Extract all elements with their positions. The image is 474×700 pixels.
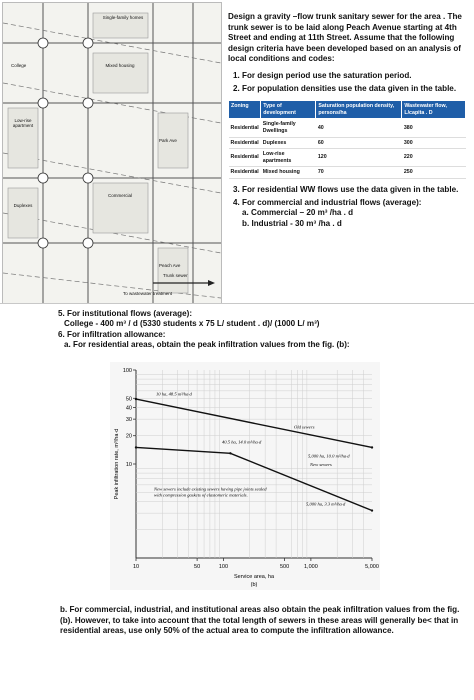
infiltration-a: a. For residential areas, obtain the peak infiltration values from the fig. (b):: [64, 340, 350, 350]
density-table: [228, 100, 466, 179]
y-tick-label: 40: [125, 405, 132, 412]
chart-annotation: New sewers: [310, 462, 332, 468]
x-axis-label: Service area, ha: [233, 574, 275, 580]
table-cell: Residential: [229, 149, 261, 167]
infiltration-heading: 6. For infiltration allowance:: [58, 329, 166, 339]
x-tick-label: 500: [279, 564, 290, 570]
table-cell: 40: [316, 119, 402, 137]
lower-criteria: [58, 309, 468, 351]
chart-sublabel: (b): [250, 582, 258, 588]
bottom-note: [60, 605, 465, 637]
table-cell: 120: [316, 149, 402, 167]
table-cell: 220: [402, 149, 466, 167]
table-cell: 250: [402, 167, 466, 179]
institutional-line: College - 400 m³ / d (5330 students x 75 L/ student . d)/ (1000 L/ m³): [64, 319, 320, 329]
section-divider: [0, 303, 474, 304]
table-row: [229, 137, 466, 149]
infiltration-b: b. For commercial, industrial, and institutional areas also obtain the peak infiltration values from the fig. (b). However, to take into account that the total length of sewers in these areas will generally be< that in residential areas, use only 50% of the actual area to compute the infiltration allowance.: [60, 605, 460, 636]
series-point: [135, 398, 137, 400]
map-label-trunk-sewer: Trunk sewer: [163, 273, 188, 278]
criteria-list: [228, 71, 468, 94]
y-axis-label: Peak infiltration rate, m³/ha·d: [114, 428, 120, 500]
table-cell: Residential: [229, 167, 261, 179]
table-header-cell: Wastewater flow, L/capita . D: [402, 101, 466, 119]
x-tick-label: 10: [132, 564, 140, 570]
table-row: [229, 167, 466, 179]
table-cell: Single-family Dwellings: [261, 119, 316, 137]
map-label-park-ave: Park Ave: [159, 138, 177, 143]
series-point: [135, 446, 137, 448]
table-cell: 300: [402, 137, 466, 149]
table-row: [229, 119, 466, 137]
map-label-commercial: Commercial: [107, 193, 132, 198]
area-map-drawing: [3, 3, 221, 303]
criteria-item: 1. For design period use the saturation period.: [242, 71, 468, 82]
y-tick-label: 50: [125, 396, 132, 403]
table-cell: Mixed housing: [261, 167, 316, 179]
series-point: [371, 509, 373, 511]
x-tick-label: 100: [218, 564, 229, 570]
institutional-heading: 5. For institutional flows (average):: [58, 309, 193, 318]
criteria-item: [242, 198, 468, 230]
infiltration-chart: [110, 362, 380, 590]
y-tick-label: 30: [125, 417, 132, 424]
series-point: [229, 452, 231, 454]
table-cell: Duplexes: [261, 137, 316, 149]
chart-annotation: 10 ha, 48.5 m³/ha·d: [156, 391, 192, 397]
criteria-list-continued: [228, 185, 468, 229]
map-label-college: College: [11, 63, 27, 68]
map-label-single-family: Single-family homes: [102, 15, 144, 20]
table-header-cell: Type of development: [261, 101, 316, 119]
flow-commercial: a. Commercial – 20 m³ /ha . d: [242, 208, 354, 218]
map-label-low-rise: Low-rise apartment: [12, 118, 34, 128]
problem-statement: [228, 12, 468, 231]
intro-paragraph: Design a gravity –flow trunk sanitary sewer for the area . The trunk sewer is to be laid along Peach Avenue starting at 4th Street and ending at 11th Street. Assume that the following design criteria have been developed based on an analysis of local conditions and codes:: [228, 12, 462, 64]
table-cell: Residential: [229, 119, 261, 137]
x-tick-label: 50: [194, 564, 201, 570]
table-cell: 60: [316, 137, 402, 149]
x-tick-label: 5,000: [365, 564, 379, 570]
criteria-item: 2. For population densities use the data given in the table.: [242, 84, 468, 95]
table-cell: Low-rise apartments: [261, 149, 316, 167]
table-header-cell: Zoning: [229, 101, 261, 119]
flow-industrial: b. Industrial - 30 m³ /ha . d: [242, 218, 342, 228]
map-label-duplexes: Duplexes: [13, 203, 33, 208]
infiltration-chart-svg: [110, 362, 380, 590]
table-cell: 380: [402, 119, 466, 137]
y-tick-label: 20: [125, 433, 132, 440]
chart-annotation: Old sewers: [294, 424, 315, 430]
x-tick-label: 1,000: [303, 564, 318, 570]
map-label-peach-ave: Peach Ave: [159, 263, 181, 268]
table-cell: 70: [316, 167, 402, 179]
chart-annotation: 40.5 ha, 14.0 m³/ha·d: [222, 439, 262, 445]
y-tick-label: 10: [125, 462, 132, 468]
chart-annotation: New sewers include existing sewers having pipe joints sealed with compression gaskets of elastomeric materials.: [154, 486, 267, 498]
criteria-item-text: For commercial and industrial flows (average):: [242, 197, 422, 207]
table-cell: Residential: [229, 137, 261, 149]
series-point: [371, 446, 373, 448]
chart-annotation: 5,000 ha, 3.3 m³/ha·d: [306, 501, 346, 507]
table-header-cell: Saturation population density, persons/ha: [316, 101, 402, 119]
table-header-row: [229, 101, 466, 119]
chart-annotation: 5,000 ha, 10.0 m³/ha·d: [308, 453, 350, 459]
criteria-item: 3. For residential WW flows use the data given in the table.: [242, 185, 468, 196]
map-label-treatment: To wastewater treatment: [123, 291, 173, 296]
map-label-mixed: Mixed housing: [105, 63, 135, 68]
table-row: [229, 149, 466, 167]
y-tick-label: 100: [122, 368, 132, 374]
area-map: [2, 2, 222, 304]
